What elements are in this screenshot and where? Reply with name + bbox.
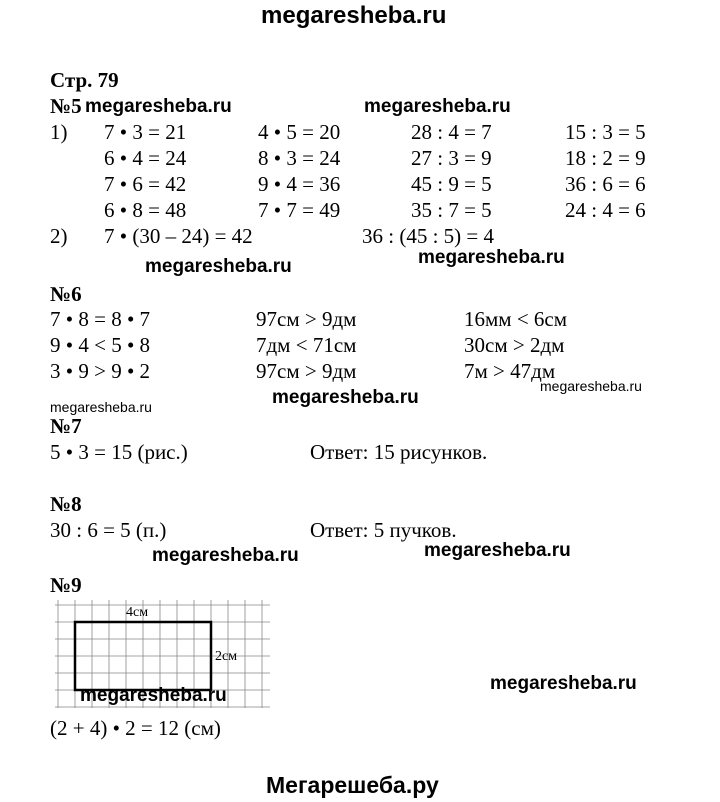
task5-col1-row2: 6 • 4 = 24 bbox=[104, 146, 187, 170]
footer-watermark: Мегарешеба.ру bbox=[266, 772, 439, 798]
header-watermark: megaresheba.ru bbox=[261, 2, 447, 29]
task5-col4-row4: 24 : 4 = 6 bbox=[565, 198, 646, 222]
watermark: megaresheba.ru bbox=[50, 399, 152, 415]
task8-answer: Ответ: 5 пучков. bbox=[310, 518, 457, 542]
task6-col2-row3: 97см > 9дм bbox=[256, 359, 357, 383]
task5-col1-row4: 6 • 8 = 48 bbox=[104, 198, 187, 222]
watermark: megaresheba.ru bbox=[145, 256, 292, 277]
watermark: megaresheba.ru bbox=[364, 96, 511, 117]
task5-col2-row2: 8 • 3 = 24 bbox=[258, 146, 341, 170]
task8-solution: 30 : 6 = 5 (п.) bbox=[50, 518, 167, 542]
task5-part2-expr2: 36 : (45 : 5) = 4 bbox=[362, 224, 494, 248]
task5-part1-marker: 1) bbox=[50, 120, 68, 144]
task5-title: №5 bbox=[50, 94, 82, 118]
task5-col2-row4: 7 • 7 = 49 bbox=[258, 198, 341, 222]
task5-col3-row2: 27 : 3 = 9 bbox=[411, 146, 492, 170]
task5-col1-row3: 7 • 6 = 42 bbox=[104, 172, 187, 196]
task5-col3-row3: 45 : 9 = 5 bbox=[411, 172, 492, 196]
task6-col3-row2: 30см > 2дм bbox=[464, 333, 565, 357]
task6-title: №6 bbox=[50, 282, 82, 306]
watermark: megaresheba.ru bbox=[424, 540, 571, 561]
task5-part2-marker: 2) bbox=[50, 224, 68, 248]
watermark: megaresheba.ru bbox=[152, 545, 299, 566]
task5-col4-row2: 18 : 2 = 9 bbox=[565, 146, 646, 170]
task5-col3-row1: 28 : 4 = 7 bbox=[411, 120, 492, 144]
task5-col4-row1: 15 : 3 = 5 bbox=[565, 120, 646, 144]
task7-answer: Ответ: 15 рисунков. bbox=[310, 440, 488, 464]
task9-title: №9 bbox=[50, 573, 82, 597]
watermark: megaresheba.ru bbox=[540, 378, 642, 394]
task6-col3-row1: 16мм < 6см bbox=[464, 307, 568, 331]
task6-col3-row3: 7м > 47дм bbox=[464, 359, 556, 383]
task6-col1-row2: 9 • 4 < 5 • 8 bbox=[50, 333, 151, 357]
task9-solution: (2 + 4) • 2 = 12 (см) bbox=[50, 716, 221, 740]
task5-col2-row1: 4 • 5 = 20 bbox=[258, 120, 341, 144]
task8-title: №8 bbox=[50, 492, 82, 516]
task5-col3-row4: 35 : 7 = 5 bbox=[411, 198, 492, 222]
task5-col4-row3: 36 : 6 = 6 bbox=[565, 172, 646, 196]
watermark: megaresheba.ru bbox=[80, 685, 227, 706]
task6-col1-row3: 3 • 9 > 9 • 2 bbox=[50, 359, 151, 383]
watermark: megaresheba.ru bbox=[418, 247, 565, 268]
page-label: Стр. 79 bbox=[50, 68, 119, 92]
task6-col2-row2: 7дм < 71см bbox=[256, 333, 357, 357]
task7-solution: 5 • 3 = 15 (рис.) bbox=[50, 440, 188, 464]
task5-col2-row3: 9 • 4 = 36 bbox=[258, 172, 341, 196]
task5-col1-row1: 7 • 3 = 21 bbox=[104, 120, 187, 144]
watermark: megaresheba.ru bbox=[272, 387, 419, 408]
task5-part2-expr1: 7 • (30 – 24) = 42 bbox=[104, 224, 253, 248]
rect-height-label: 2см bbox=[215, 649, 238, 664]
task7-title: №7 bbox=[50, 414, 82, 438]
watermark: megaresheba.ru bbox=[85, 96, 232, 117]
watermark: megaresheba.ru bbox=[490, 673, 637, 694]
rect-width-label: 4см bbox=[126, 605, 149, 620]
task6-col1-row1: 7 • 8 = 8 • 7 bbox=[50, 307, 151, 331]
task6-col2-row1: 97см > 9дм bbox=[256, 307, 357, 331]
